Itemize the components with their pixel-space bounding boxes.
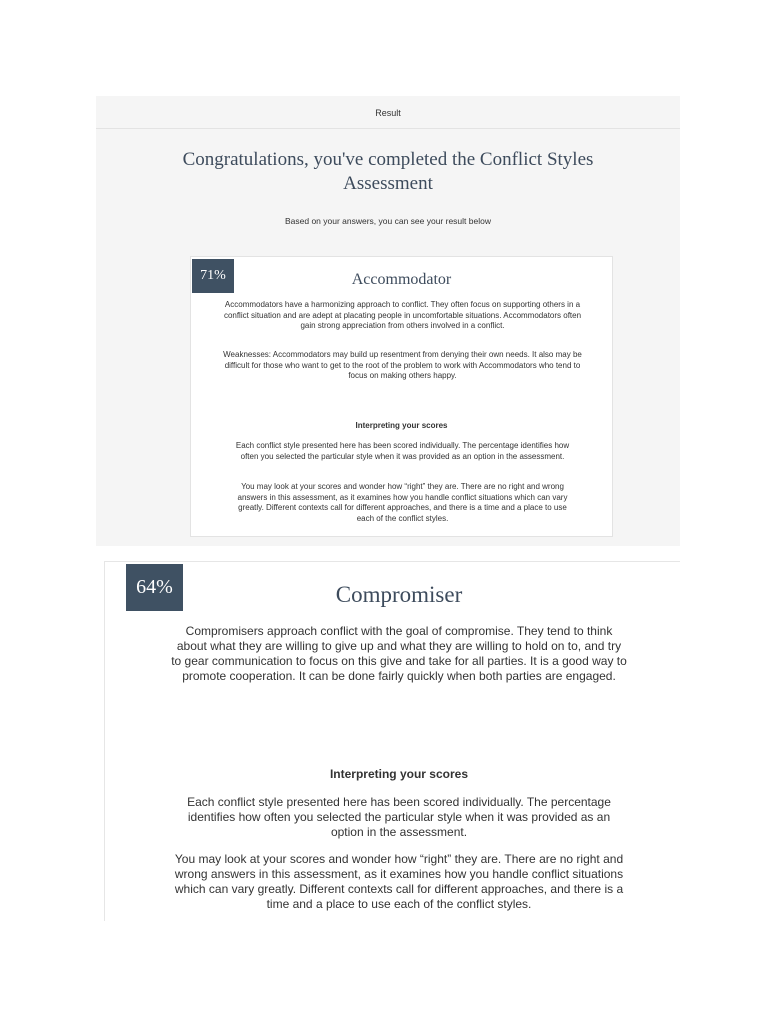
- page-title: Congratulations, you've completed the Conflict Styles Assessment: [182, 149, 594, 194]
- style-description: Accommodators have a harmonizing approach to conflict. They often focus on supporting others in a conflict situation and are adept at placating people in uncomfortable situations. Accommodators often gain strong appreciation from others involved in a conflict.: [223, 300, 582, 330]
- style-description: Compromisers approach conflict with the goal of compromise. They tend to think about what they are willing to give up and what they are willing to hold on to, and try to gear communication to focus on this give and take for all parties. It is a good way to promote cooperation. It can be done fairly quickly when both parties are engaged.: [171, 624, 627, 683]
- scores-wonder-text: You may look at your scores and wonder how “right” they are. There are no right and wrong answers in this assessment, as it examines how you handle conflict situations which can vary greatly. Different contexts call for different approaches, and there is a time and a place to use each of the conflict styles.: [237, 482, 568, 523]
- style-weaknesses: Weaknesses: Accommodators may build up resentment from denying their own needs. It also may be difficult for those who want to get to the root of the problem to work with Accommodators who tend to focus on making others happy.: [223, 350, 582, 380]
- result-page-screenshot: [96, 96, 680, 546]
- interpreting-heading: Interpreting your scores: [329, 767, 469, 781]
- result-card-compromiser: [104, 561, 680, 921]
- style-title: Compromiser: [335, 582, 463, 607]
- scores-wonder-text: You may look at your scores and wonder how “right” they are. There are no right and wrong answers in this assessment, as it examines how you handle conflict situations which can vary greatly. Different contexts call for different approaches, and there is a time and a place to use each of the conflict styles.: [174, 852, 624, 911]
- style-title: Accommodator: [351, 271, 452, 288]
- score-badge: 71%: [192, 259, 234, 293]
- result-tab-label: Result: [375, 108, 401, 118]
- interpreting-heading: Interpreting your scores: [355, 421, 448, 430]
- score-badge: 64%: [126, 564, 183, 611]
- header-divider: [96, 128, 680, 129]
- interpreting-text: Each conflict style presented here has been scored individually. The percentage identifies how often you selected the particular style when it was provided as an option in the assessment.: [187, 795, 611, 839]
- interpreting-text: Each conflict style presented here has been scored individually. The percentage identifies how often you selected the particular style when it was provided as an option in the assessment.: [235, 441, 570, 461]
- result-card-accommodator: [190, 256, 613, 537]
- page-subtitle: Based on your answers, you can see your result below: [284, 216, 491, 226]
